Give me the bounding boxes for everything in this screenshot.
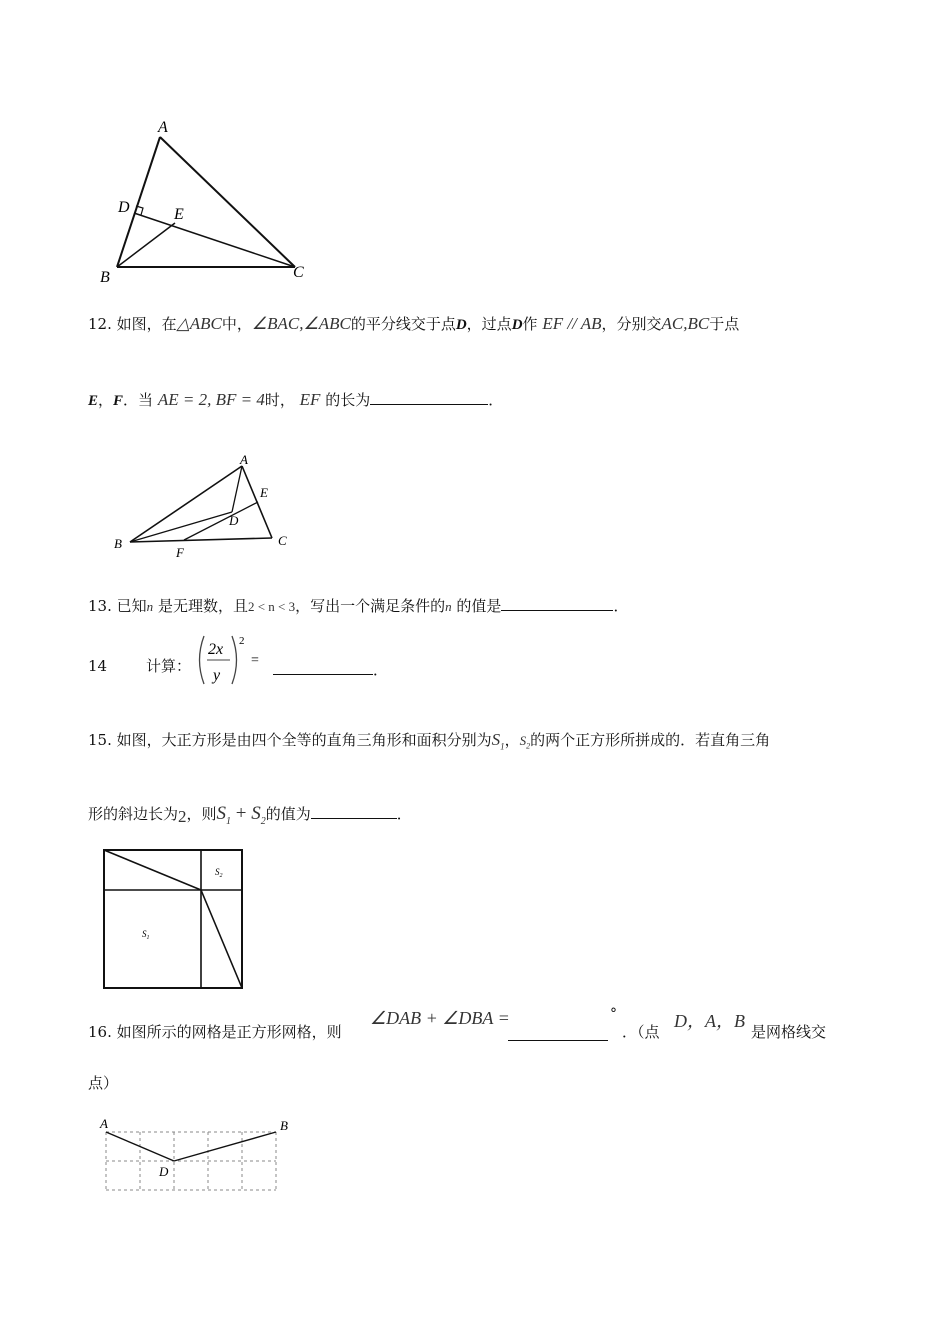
q15-sum bbox=[216, 803, 266, 827]
segment-ac bbox=[160, 137, 295, 267]
q12-ef: EF bbox=[299, 390, 321, 409]
q13-answer-blank[interactable] bbox=[501, 596, 613, 611]
plus-sign: + bbox=[235, 803, 247, 824]
q15-text-1: 如图，大正方形是由四个全等的直角三角形和面积分别为 bbox=[116, 731, 492, 749]
q14-end: ． bbox=[373, 661, 389, 679]
segment-ad bbox=[232, 466, 242, 512]
label-c: C bbox=[293, 264, 304, 281]
q14-number: 14 bbox=[88, 657, 108, 675]
q15-comma: ， bbox=[504, 731, 520, 749]
q13-text-4: 的值是 bbox=[456, 597, 502, 615]
q16-text-2: ．（点 bbox=[622, 1023, 660, 1041]
hypotenuse-right bbox=[201, 890, 242, 988]
q16-line1 bbox=[88, 1022, 342, 1042]
s2-subscript: 2 bbox=[526, 741, 531, 751]
segment-ab bbox=[130, 466, 242, 542]
label-s2-letter: S bbox=[215, 867, 220, 877]
label-s1 bbox=[142, 929, 150, 941]
sum-s2-subscript: 2 bbox=[260, 815, 266, 827]
q13-end: ． bbox=[613, 597, 629, 615]
label-e: E bbox=[260, 485, 268, 500]
q12-text-9: 时， bbox=[264, 391, 295, 409]
segment-be bbox=[117, 223, 175, 267]
q15-text-3: 形的斜边长为 bbox=[88, 805, 179, 823]
dashed-grid bbox=[106, 1132, 276, 1190]
q12-text-10: 的长为 bbox=[325, 391, 371, 409]
label-s2-subscript: 2 bbox=[219, 873, 223, 879]
q12-triangle: △ABC bbox=[176, 314, 222, 333]
label-a: A bbox=[100, 1116, 108, 1131]
label-a: A bbox=[240, 452, 248, 467]
q12-text-2: 中， bbox=[221, 315, 252, 333]
figure-q15-squares bbox=[102, 848, 246, 992]
label-a: A bbox=[158, 119, 168, 136]
s1-letter: S bbox=[491, 730, 501, 749]
q12-comma: ， bbox=[98, 391, 114, 409]
segment-bc bbox=[130, 538, 272, 542]
q15-text-5: 的值为 bbox=[265, 805, 311, 823]
outer-square bbox=[104, 850, 242, 988]
denominator: y bbox=[213, 667, 221, 684]
label-d: D bbox=[118, 199, 130, 216]
q15-text-2: 的两个正方形所拼成的．若直角三角 bbox=[530, 731, 771, 749]
q12-ac-bc: AC,BC bbox=[661, 314, 710, 333]
figure-q12-triangle bbox=[110, 452, 300, 564]
q12-text-7: 于点 bbox=[709, 315, 740, 333]
numerator: 2x bbox=[208, 641, 224, 658]
q15-answer-blank[interactable] bbox=[311, 804, 397, 819]
figure-q16-grid bbox=[96, 1112, 296, 1196]
q12-point-f: F bbox=[113, 393, 124, 409]
equals-sign: = bbox=[251, 653, 259, 668]
label-c: C bbox=[278, 533, 287, 548]
q13-text-1: 已知 bbox=[116, 597, 147, 615]
q15-line2 bbox=[88, 804, 412, 832]
q12-angles: ∠BAC,∠ABC bbox=[251, 314, 351, 333]
q12-line1 bbox=[88, 314, 739, 335]
sum-s1-subscript: 1 bbox=[226, 815, 232, 827]
q16-text-3: 是网格线交 bbox=[751, 1023, 827, 1041]
q15-end: ． bbox=[396, 805, 412, 823]
sum-s1-letter: S bbox=[216, 803, 227, 824]
q13-n: n bbox=[146, 599, 154, 614]
q13-text-3: ，写出一个满足条件的 bbox=[295, 597, 446, 615]
q16-answer-blank[interactable] bbox=[508, 1040, 608, 1041]
q12-point-e: E bbox=[88, 393, 99, 409]
label-s1-letter: S bbox=[142, 929, 147, 939]
q12-text-3: 的平分线交于点 bbox=[350, 315, 456, 333]
q14-expression bbox=[194, 632, 266, 688]
q12-line2 bbox=[88, 390, 503, 411]
q13-n2: n bbox=[445, 599, 452, 614]
segment-ef bbox=[184, 502, 258, 540]
q12-answer-blank[interactable] bbox=[370, 390, 488, 405]
q13-line bbox=[88, 596, 628, 617]
label-d: D bbox=[159, 1164, 169, 1179]
q12-text-4: ，过点 bbox=[466, 315, 512, 333]
label-f: F bbox=[176, 545, 184, 560]
q13-text-2: 是无理数，且 bbox=[157, 597, 248, 615]
q16-degree: ° bbox=[610, 1006, 617, 1022]
q12-ef-parallel-ab: EF // AB bbox=[542, 314, 602, 333]
label-s1-subscript: 1 bbox=[146, 935, 150, 941]
q12-end: ． bbox=[488, 391, 504, 409]
q12-condition: AE = 2, BF = 4 bbox=[157, 390, 265, 409]
q15-hypotenuse: 2 bbox=[178, 807, 187, 826]
q16-number: 16. bbox=[88, 1023, 112, 1041]
q14-label: 计算： bbox=[146, 657, 192, 675]
hypotenuse-top bbox=[104, 850, 201, 890]
label-d: D bbox=[229, 513, 239, 528]
segment-bd bbox=[130, 512, 232, 542]
q12-text-8: ．当 bbox=[123, 391, 154, 409]
q16-line2: 点） bbox=[88, 1074, 119, 1092]
q14-answer-blank[interactable] bbox=[273, 660, 373, 675]
q14-answer bbox=[273, 660, 388, 680]
left-paren bbox=[200, 636, 205, 684]
label-b: B bbox=[280, 1118, 288, 1133]
s2-letter: S bbox=[519, 733, 527, 748]
q12-number: 12. bbox=[88, 315, 112, 333]
segment-dc bbox=[134, 213, 295, 267]
q15-s2 bbox=[519, 733, 531, 751]
s1-subscript: 1 bbox=[500, 741, 505, 752]
exponent: 2 bbox=[239, 635, 245, 647]
segment-db bbox=[174, 1132, 276, 1161]
q16-expression: ∠DAB + ∠DBA = bbox=[370, 1008, 510, 1028]
right-paren bbox=[232, 636, 237, 684]
q15-text-4: ，则 bbox=[186, 805, 217, 823]
label-s2 bbox=[215, 867, 223, 879]
q16-points: D，A，B bbox=[674, 1011, 745, 1031]
q12-text-1: 如图，在 bbox=[116, 315, 177, 333]
q15-number: 15. bbox=[88, 731, 112, 749]
label-b: B bbox=[100, 269, 110, 286]
q15-line1 bbox=[88, 730, 770, 757]
sum-s2-letter: S bbox=[251, 803, 261, 824]
q12-point-d2: D bbox=[511, 317, 523, 333]
q12-text-6: ，分别交 bbox=[601, 315, 662, 333]
q16-text-1: 如图所示的网格是正方形网格，则 bbox=[116, 1023, 342, 1041]
label-e: E bbox=[174, 206, 184, 223]
label-b: B bbox=[114, 536, 122, 551]
q12-point-d: D bbox=[455, 317, 467, 333]
q15-s1 bbox=[491, 730, 505, 752]
figure-q11-triangle bbox=[90, 110, 330, 290]
q13-number: 13. bbox=[88, 597, 112, 615]
q12-text-5: 作 bbox=[522, 315, 538, 333]
q13-inequality: 2 < n < 3 bbox=[247, 599, 296, 614]
